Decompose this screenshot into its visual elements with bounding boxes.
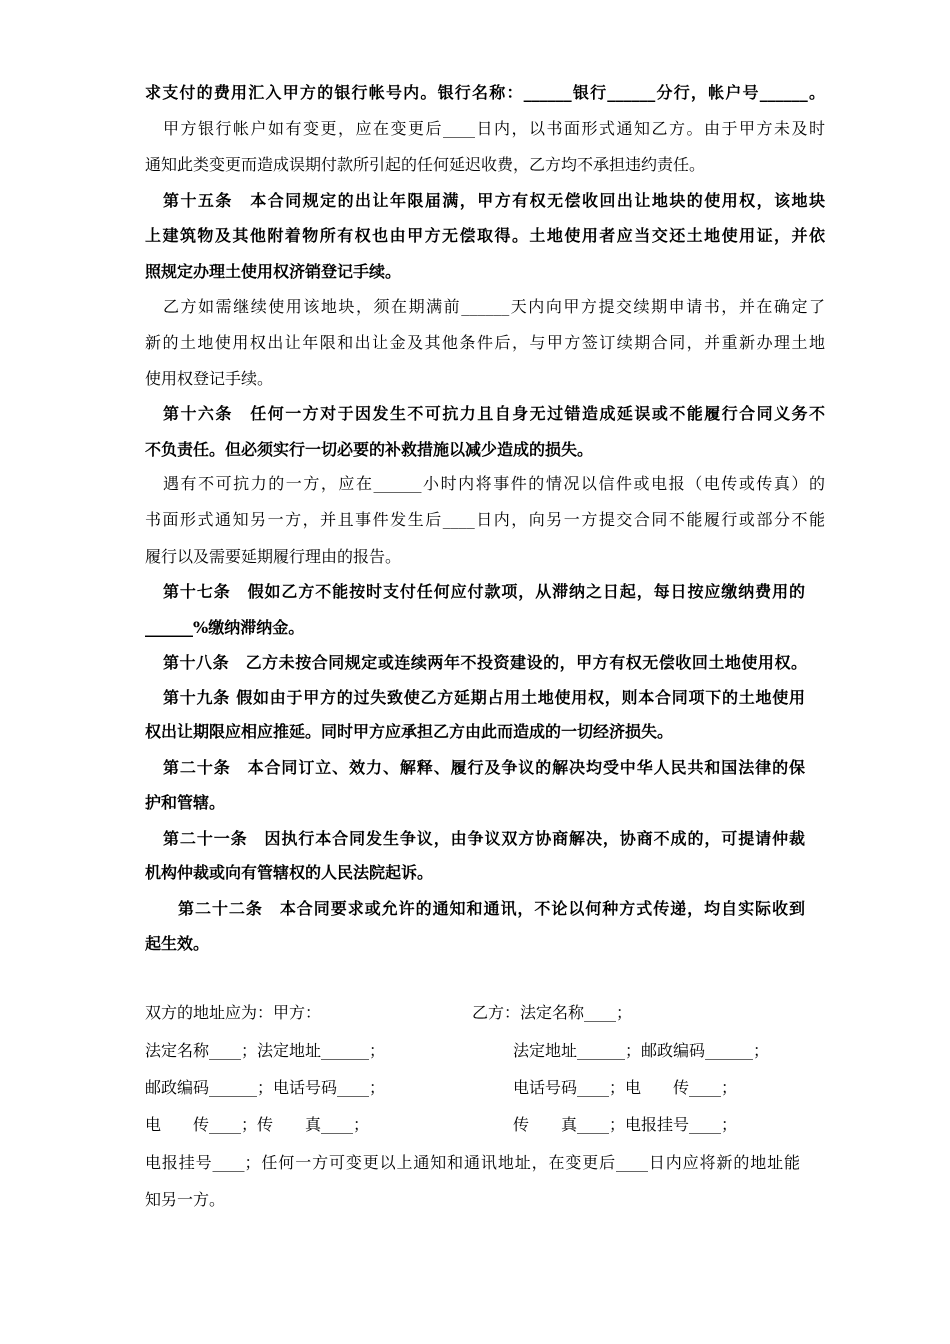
article-19-line-2: 权出让期限应相应推延。同时甲方应承担乙方由此而造成的一切经济损失。 <box>145 722 674 741</box>
article-16-line-2: 不负责任。但必须实行一切必要的补救措施以减少造成的损失。 <box>145 440 594 459</box>
bank-change-notice-line: 甲方银行帐户如有变更，应在变更后____日内，以书面形式通知乙方。由于甲方未及时 <box>163 119 825 138</box>
article-19-line-1: 第十九条 假如由于甲方的过失致使乙方延期占用土地使用权，则本合同项下的土地使用 <box>163 688 805 707</box>
party-b-phone-telex: 电话号码____；电 传____； <box>513 1078 738 1097</box>
bank-change-notice-line-2: 通知此类变更而造成误期付款所引起的任何延迟收费，乙方均不承担违约责任。 <box>145 155 706 174</box>
party-a-telex-fax: 电 传____；传 真____； <box>145 1115 370 1134</box>
article-15-line-2: 上建筑物及其他附着物所有权也由甲方无偿取得。土地使用者应当交还土地使用证，并依 <box>145 226 825 245</box>
article-15-line-3: 照规定办理土使用权济销登记手续。 <box>145 262 402 281</box>
party-b-fax-cable: 传 真____；电报挂号____； <box>513 1115 738 1134</box>
party-a-name-address: 法定名称____；法定地址______； <box>145 1041 386 1060</box>
article-21-line-1: 第二十一条 因执行本合同发生争议，由争议双方协商解决，协商不成的，可提请仲裁 <box>163 829 805 848</box>
article-20-line-1: 第二十条 本合同订立、效力、解释、履行及争议的解决均受中华人民共和国法律的保 <box>163 758 805 777</box>
article-22-line-2: 起生效。 <box>145 934 210 953</box>
party-a-postcode-phone: 邮政编码______；电话号码____； <box>145 1078 386 1097</box>
article-20-line-2: 护和管辖。 <box>145 793 226 812</box>
force-majeure-line-1: 遇有不可抗力的一方，应在______小时内将事件的情况以信件或电报（电传或传真）的 <box>163 474 825 493</box>
article-17-line-1: 第十七条 假如乙方不能按时支付任何应付款项，从滞纳之日起，每日按应缴纳费用的 <box>163 582 805 601</box>
article-17-line-2: ______%缴纳滞纳金。 <box>145 618 305 637</box>
address-intro: 双方的地址应为：甲方： <box>145 1003 322 1022</box>
address-change-line-2: 知另一方。 <box>145 1190 226 1209</box>
article-21-line-2: 机构仲裁或向有管辖权的人民法院起诉。 <box>145 863 434 882</box>
party-b-legal-name: 乙方：法定名称____； <box>472 1003 633 1022</box>
renewal-line-2: 新的土地使用权出让年限和出让金及其他条件后，与甲方签订续期合同，并重新办理土地 <box>145 333 825 352</box>
renewal-line-1: 乙方如需继续使用该地块，须在期满前______天内向甲方提交续期申请书，并在确定了 <box>163 297 825 316</box>
force-majeure-line-2: 书面形式通知另一方，并且事件发生后____日内，向另一方提交合同不能履行或部分不能 <box>145 510 825 529</box>
article-15-line-1: 第十五条 本合同规定的出让年限届满，甲方有权无偿收回出让地块的使用权，该地块 <box>163 191 825 210</box>
address-change-line-1: 电报挂号____；任何一方可变更以上通知和通讯地址，在变更后____日内应将新的地址能 <box>145 1153 800 1172</box>
party-b-address-postcode: 法定地址______；邮政编码______； <box>513 1041 770 1060</box>
renewal-line-3: 使用权登记手续。 <box>145 369 274 388</box>
force-majeure-line-3: 履行以及需要延期履行理由的报告。 <box>145 547 402 566</box>
article-22-line-1: 第二十二条 本合同要求或允许的通知和通讯，不论以何种方式传递，均自实际收到 <box>178 899 805 918</box>
article-18: 第十八条 乙方未按合同规定或连续两年不投资建设的，甲方有权无偿收回土地使用权。 <box>163 653 807 672</box>
article-16-line-1: 第十六条 任何一方对于因发生不可抗力且自身无过错造成延误或不能履行合同义务不 <box>163 404 825 423</box>
bank-account-line: 求支付的费用汇入甲方的银行帐号内。银行名称：______银行______分行，帐户号______。 <box>145 83 825 102</box>
